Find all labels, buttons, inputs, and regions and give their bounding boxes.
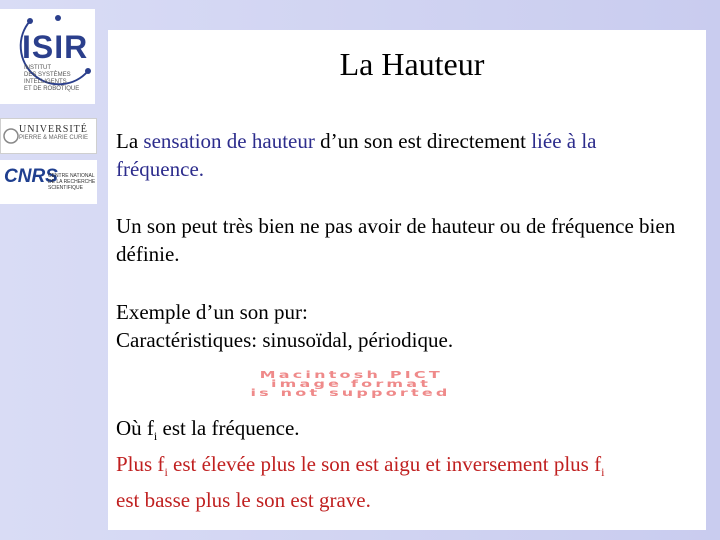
paragraph-frequence: Où $f_i$ est la fréquence. Plus $f_i$ est élevée plus le son est aigu et inversement plus $f_i$ est basse plus le son est grave. xyxy=(116,416,605,512)
universite-logo-name: UNIVERSITÉ xyxy=(19,124,88,135)
universite-logo-sub: PIERRE & MARIE CURIE xyxy=(19,135,89,141)
paragraph-hauteur-definie: Un son peut très bien ne pas avoir de hauteur ou de fréquence bien définie. xyxy=(116,214,676,266)
cnrs-logo-caption: CENTRE NATIONAL DE LA RECHERCHE SCIENTIFIQUE xyxy=(48,173,96,191)
universite-logo xyxy=(0,118,97,154)
paragraph-sensation: La sensation de hauteur d’un son est directement liée à la fréquence. xyxy=(116,129,597,181)
unsupported-image-placeholder: Macintosh PICT image format is not supported xyxy=(250,369,452,399)
cnrs-logo xyxy=(0,160,97,204)
paragraph-exemple: Exemple d’un son pur: Caractéristiques: sinusoïdal, périodique. xyxy=(116,300,454,352)
isir-logo-caption: INSTITUT DES SYSTÈMES INTELLIGENTS ET DE ROBOTIQUE xyxy=(24,65,80,92)
cnrs-logo-mark: CNRS xyxy=(4,166,58,187)
universite-emblem-icon xyxy=(3,121,19,151)
isir-logo xyxy=(0,9,95,104)
slide-title: La Hauteur xyxy=(339,46,485,82)
slide-content xyxy=(108,30,706,530)
isir-logo-text: ISIR xyxy=(22,29,89,65)
